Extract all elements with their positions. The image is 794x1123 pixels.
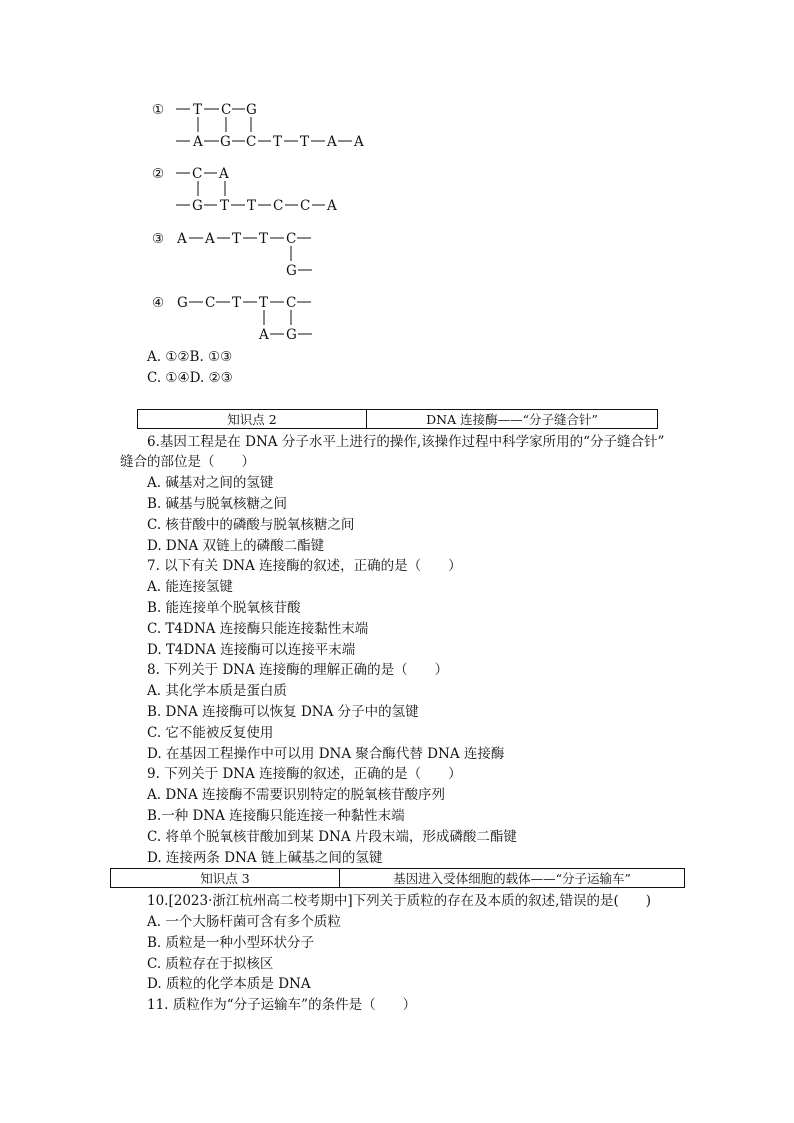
- figure-1-base: A: [193, 134, 203, 150]
- figure-2-base: G: [192, 198, 203, 214]
- figure-1-base: T: [273, 134, 283, 150]
- figure-2-base: A: [219, 166, 229, 182]
- question-8-option: C. 它不能被反复使用: [147, 725, 274, 741]
- dna-figures: [0, 0, 794, 360]
- section-label: 知识点 2: [138, 410, 367, 428]
- figure-3-number: ③: [152, 231, 165, 247]
- figure-1-base: C: [221, 102, 232, 118]
- question-6-option: D. DNA 双链上的磷酸二酯键: [147, 538, 325, 554]
- figure-2-base: A: [327, 198, 337, 214]
- figure-2-base: C: [192, 166, 203, 182]
- figure-3-base: G: [286, 263, 297, 279]
- question-6-option: A. 碱基对之间的氢键: [147, 475, 274, 491]
- figure-3-base: C: [286, 231, 297, 247]
- question-9-option: D. 连接两条 DNA 链上碱基之间的氢键: [147, 850, 383, 866]
- figure-2-base: T: [247, 198, 257, 214]
- question-9-option: C. 将单个脱氧核苷酸加到某 DNA 片段末端，形成磷酸二酯键: [147, 829, 517, 845]
- question-6-stem: 6.基因工程是在 DNA 分子水平上进行的操作,该操作过程中科学家所用的“分子缝合针”: [147, 434, 665, 450]
- figure-2-number: ②: [152, 166, 165, 182]
- q5-options-line-2: C. ①④D. ②③: [147, 370, 233, 386]
- figure-1-base: C: [246, 134, 257, 150]
- question-7-option: D. T4DNA 连接酶可以连接平末端: [147, 642, 356, 658]
- figure-4-base: T: [259, 295, 269, 311]
- figure-1-base: A: [354, 134, 364, 150]
- q5-options-line-1: A. ①②B. ①③: [147, 349, 233, 365]
- figure-3-base: A: [205, 231, 215, 247]
- figure-1-base: A: [327, 134, 337, 150]
- section-title: DNA 连接酶——“分子缝合针”: [426, 412, 598, 427]
- figure-4-base: G: [286, 327, 297, 343]
- question-7-option: B. 能连接单个脱氧核苷酸: [147, 600, 301, 616]
- section-title: 基因进入受体细胞的载体——“分子运输车”: [393, 871, 631, 886]
- figure-4-base: G: [177, 295, 188, 311]
- question-7-option: C. T4DNA 连接酶只能连接黏性末端: [147, 621, 369, 637]
- figure-3-base: A: [177, 231, 187, 247]
- figure-4-number: ④: [152, 295, 165, 311]
- question-9-option: A. DNA 连接酶不需要识别特定的脱氧核苷酸序列: [147, 787, 446, 803]
- figure-4-base: T: [232, 295, 242, 311]
- question-7-option: A. 能连接氢键: [147, 579, 233, 595]
- section-label: 知识点 3: [111, 869, 340, 887]
- figure-2-base: C: [300, 198, 311, 214]
- figure-1-base: T: [193, 102, 203, 118]
- question-8-option: B. DNA 连接酶可以恢复 DNA 分子中的氢键: [147, 704, 419, 720]
- question-10-option: D. 质粒的化学本质是 DNA: [147, 976, 311, 992]
- knowledge-point-3-header: [110, 868, 685, 888]
- question-8-option: D. 在基因工程操作中可以用 DNA 聚合酶代替 DNA 连接酶: [147, 746, 505, 762]
- figure-1-base: G: [220, 134, 231, 150]
- figure-2-base: T: [220, 198, 230, 214]
- figure-4-base: C: [205, 295, 216, 311]
- question-8-stem: 8. 下列关于 DNA 连接酶的理解正确的是（ ）: [147, 662, 449, 678]
- figure-3-base: T: [259, 231, 269, 247]
- figure-1-number: ①: [152, 102, 165, 118]
- figure-4-base: A: [259, 327, 269, 343]
- question-10-option: A. 一个大肠杆菌可含有多个质粒: [147, 914, 341, 930]
- question-10-option: C. 质粒存在于拟核区: [147, 956, 274, 972]
- question-6-stem-cont: 缝合的部位是（ ）: [120, 454, 255, 470]
- question-6-option: B. 碱基与脱氧核糖之间: [147, 496, 288, 512]
- figure-1-base: G: [246, 102, 257, 118]
- question-9-option: B.一种 DNA 连接酶只能连接一种黏性末端: [147, 808, 405, 824]
- figure-2-base: C: [273, 198, 284, 214]
- question-8-option: A. 其化学本质是蛋白质: [147, 683, 287, 699]
- question-7-stem: 7. 以下有关 DNA 连接酶的叙述，正确的是（ ）: [147, 558, 462, 574]
- figure-3-base: T: [232, 231, 242, 247]
- figure-4-base: C: [286, 295, 297, 311]
- question-11-stem: 11. 质粒作为“分子运输车”的条件是（ ）: [147, 997, 417, 1013]
- knowledge-point-2-header: [137, 409, 658, 429]
- question-9-stem: 9. 下列关于 DNA 连接酶的叙述，正确的是（ ）: [147, 766, 462, 782]
- question-10-stem: 10.[2023·浙江杭州高二校考期中]下列关于质粒的存在及本质的叙述,错误的是( ): [147, 893, 651, 909]
- question-10-option: B. 质粒是一种小型环状分子: [147, 935, 315, 951]
- figure-1-base: T: [300, 134, 310, 150]
- question-6-option: C. 核苷酸中的磷酸与脱氧核糖之间: [147, 517, 355, 533]
